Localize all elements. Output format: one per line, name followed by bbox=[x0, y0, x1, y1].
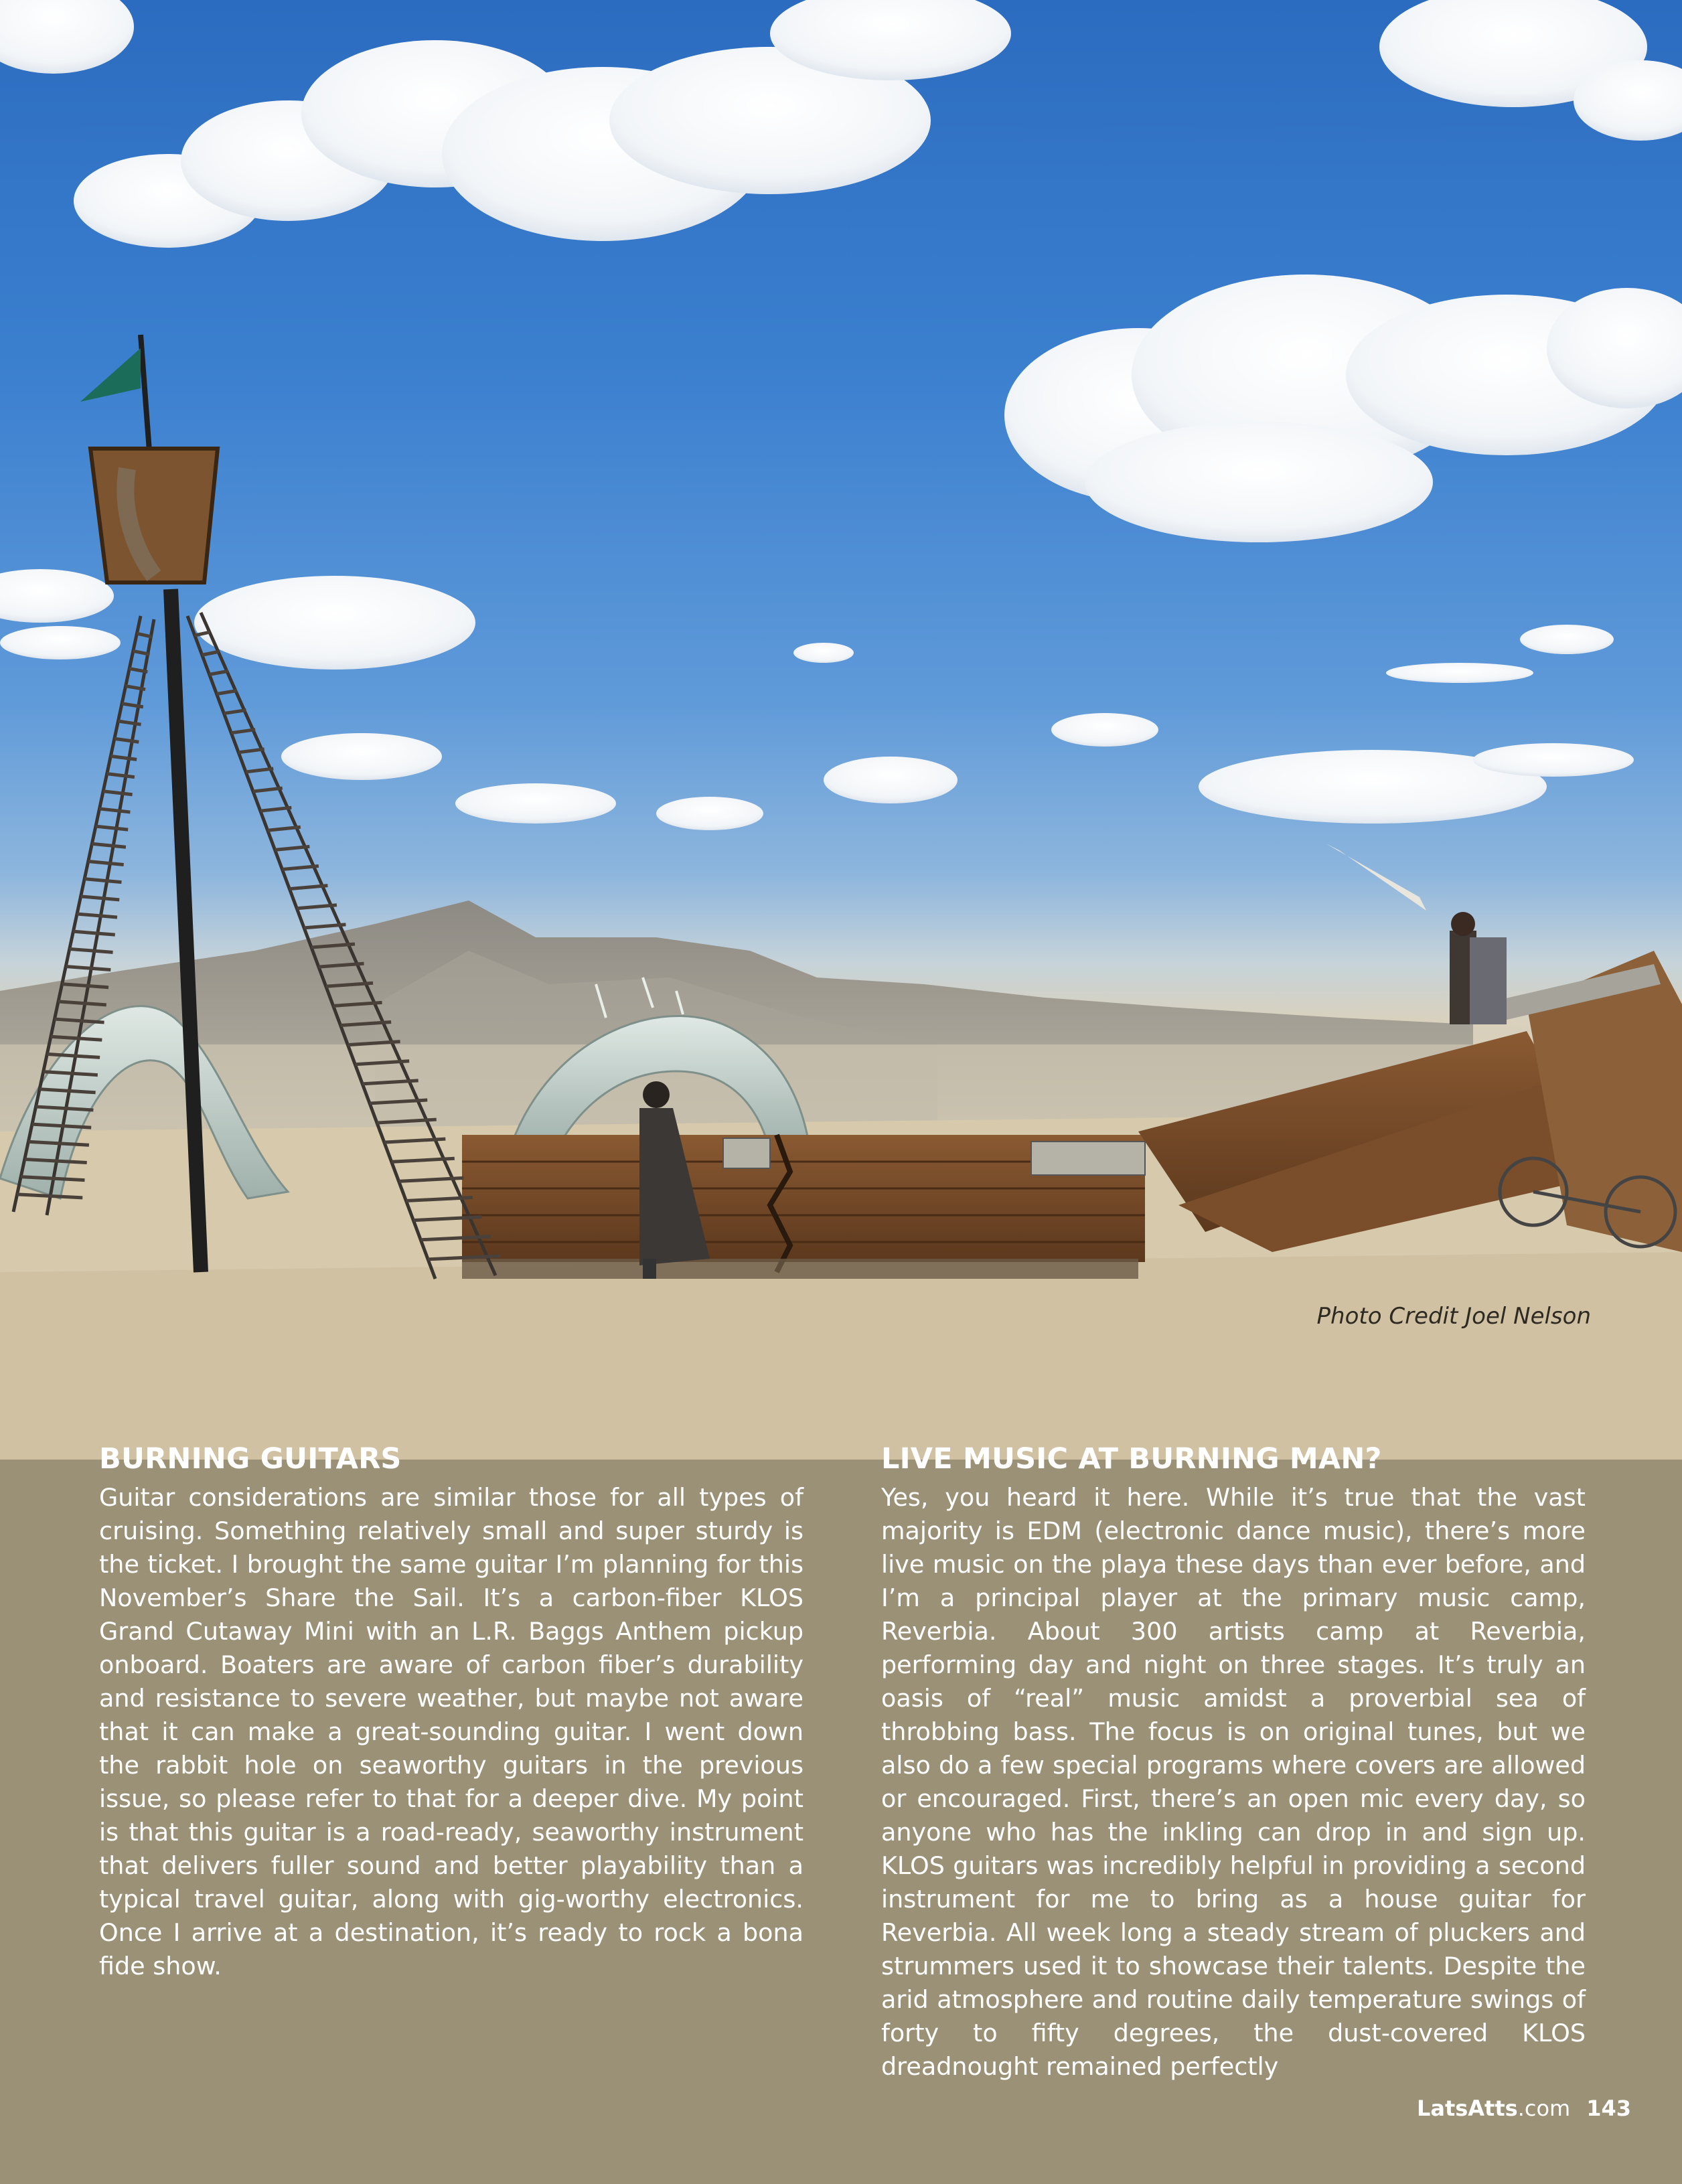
footer-site[interactable] bbox=[1417, 2096, 1570, 2121]
ladder-rung bbox=[100, 809, 131, 812]
ladder-rung bbox=[246, 769, 273, 772]
ladder-rung bbox=[231, 730, 255, 733]
ladder-rung bbox=[103, 791, 133, 795]
footer-site-rest: .com bbox=[1517, 2096, 1571, 2121]
ladder-rung bbox=[137, 633, 151, 637]
ladder-rung bbox=[268, 827, 301, 830]
page-number: 143 bbox=[1586, 2096, 1631, 2121]
page-footer bbox=[1417, 2096, 1631, 2121]
body-burning-guitars: Guitar considerations are similar those for all types of cruising. Something relatively small and super sturdy is the ticket. I brought the same guitar I’m planning for this November’s Share the Sail. It’s a carbon-fiber KLOS Grand Cutaway Mini with an L.R. Baggs Anthem pickup onboard. Boaters are aware of carbon fiber’s durability and resistance to severe weather, but maybe not aware that it can make a great-sounding guitar. I went down the rabbit hole on seaworthy guitars in the previous issue, so please refer to that for a deeper dive. My point is that this guitar is a road-ready, seaworthy instrument that delivers fuller sound and better playability than a typical travel guitar, along with gig-worthy electronics. Once I arrive at a destination, it’s ready to rock a bona fide show. bbox=[99, 1483, 804, 1980]
ladder-rung bbox=[88, 861, 124, 864]
ladder-rung bbox=[81, 896, 120, 900]
clouds bbox=[0, 0, 1682, 830]
people-on-ship bbox=[1326, 844, 1507, 1024]
ladder-rung bbox=[210, 671, 228, 674]
ladder-rung bbox=[92, 844, 126, 847]
ladder-rung bbox=[110, 756, 137, 759]
ladder-rung bbox=[224, 710, 246, 714]
ladder-rung bbox=[70, 949, 113, 952]
article-column-left bbox=[99, 1441, 804, 1983]
ladder-rung bbox=[118, 721, 141, 724]
ladder-rung bbox=[202, 651, 219, 655]
photo-credit: Photo Credit Joel Nelson bbox=[1316, 1303, 1591, 1330]
ladder-rung bbox=[253, 788, 283, 791]
ladder-rung bbox=[84, 879, 121, 882]
ladder-rung bbox=[217, 690, 238, 694]
footer-site-bold: LatsAtts bbox=[1416, 2096, 1518, 2121]
ladder-rung bbox=[114, 738, 139, 742]
ladder-rung bbox=[66, 967, 110, 970]
ladder-rung bbox=[73, 931, 114, 935]
ladder-rung bbox=[238, 749, 264, 753]
ladder-rung bbox=[260, 807, 291, 811]
body-live-music: Yes, you heard it here. While it’s true that the vast majority is EDM (electronic dance music), there’s more live music on the playa these days than ever before, and I’m a principal player at the primary music camp, Reverbia. About 300 artists camp at Reverbia, performing day and night on three stages. It’s truly an oasis of “real” music amidst a proverbial sea of throbbing bass. The focus is on original tunes, but we also do a few special programs where covers are allowed or encouraged. First, there’s an open mic every day, so anyone who has the inkling can drop in and sign up. KLOS guitars was incredibly helpful in providing a second instrument for me to bring as a house guitar for Reverbia. All week long a steady stream of pluckers and strummers used it to showcase their talents. Despite the arid atmosphere and routine daily temperature swings of forty to fifty degrees, the dust-covered KLOS dreadnought remained perfectly bbox=[881, 1483, 1586, 2081]
ladder-rung bbox=[107, 774, 135, 777]
ladder-rung bbox=[77, 914, 117, 917]
heading-burning-guitars: BURNING GUITARS bbox=[99, 1442, 402, 1476]
ship-hull bbox=[462, 1135, 1145, 1279]
heading-live-music: LIVE MUSIC AT BURNING MAN? bbox=[881, 1442, 1382, 1476]
article-column-right bbox=[881, 1441, 1586, 2084]
ladder-rung bbox=[96, 826, 128, 830]
